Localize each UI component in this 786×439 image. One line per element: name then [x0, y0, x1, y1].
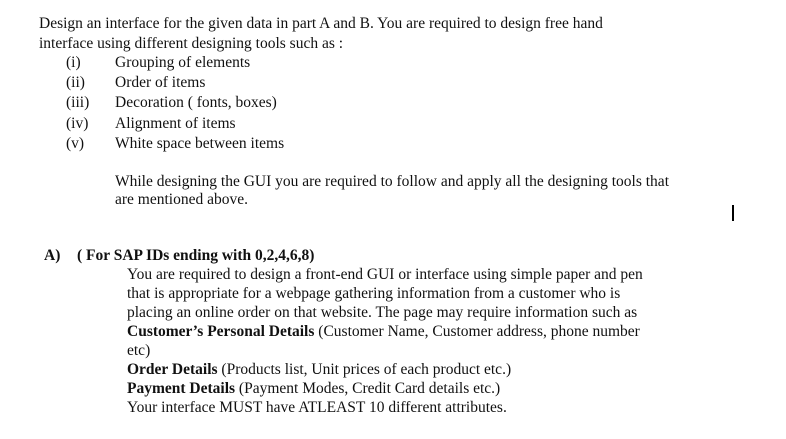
- tool-label-5: White space between items: [115, 135, 285, 152]
- tool-label-3: Decoration ( fonts, boxes): [115, 94, 277, 111]
- section-a-line-2: that is appropriate for a webpage gathering information from a customer who is: [127, 285, 621, 302]
- tool-label-4: Alignment of items: [115, 115, 236, 132]
- tool-number-1: (i): [66, 54, 81, 71]
- payment-details-line: [127, 380, 500, 398]
- payment-details-text: (Payment Modes, Credit Card details etc.): [235, 380, 501, 397]
- note-line-1: While designing the GUI you are required to follow and apply all the designing tools that: [115, 173, 669, 190]
- section-a-heading: ( For SAP IDs ending with 0,2,4,6,8): [77, 247, 315, 264]
- section-a-line-3: placing an online order on that website. The page may require information such as: [127, 304, 638, 321]
- intro-line-1: Design an interface for the given data in part A and B. You are required to design free hand: [39, 15, 603, 32]
- personal-details-continuation: etc): [127, 342, 151, 359]
- payment-details-heading: Payment Details: [127, 380, 236, 397]
- tool-number-2: (ii): [66, 74, 85, 91]
- order-details-text: (Products list, Unit prices of each product etc.): [217, 361, 512, 378]
- tool-number-3: (iii): [66, 94, 90, 111]
- tool-number-5: (v): [66, 135, 85, 152]
- tool-label-2: Order of items: [115, 74, 206, 91]
- section-a-label: A): [44, 247, 61, 264]
- order-details-line: [127, 361, 511, 379]
- intro-line-2: interface using different designing tools such as :: [39, 35, 344, 52]
- personal-details-text: (Customer Name, Customer address, phone number: [314, 323, 640, 340]
- personal-details-line: [127, 323, 640, 341]
- tool-number-4: (iv): [66, 115, 89, 132]
- personal-details-heading: Customer’s Personal Details: [127, 323, 315, 340]
- tool-label-1: Grouping of elements: [115, 54, 251, 71]
- text-cursor-icon: [732, 205, 734, 221]
- section-a-line-1: You are required to design a front-end GUI or interface using simple paper and pen: [127, 266, 643, 283]
- note-line-2: are mentioned above.: [115, 191, 248, 208]
- attributes-requirement: Your interface MUST have ATLEAST 10 different attributes.: [127, 399, 507, 416]
- order-details-heading: Order Details: [127, 361, 218, 378]
